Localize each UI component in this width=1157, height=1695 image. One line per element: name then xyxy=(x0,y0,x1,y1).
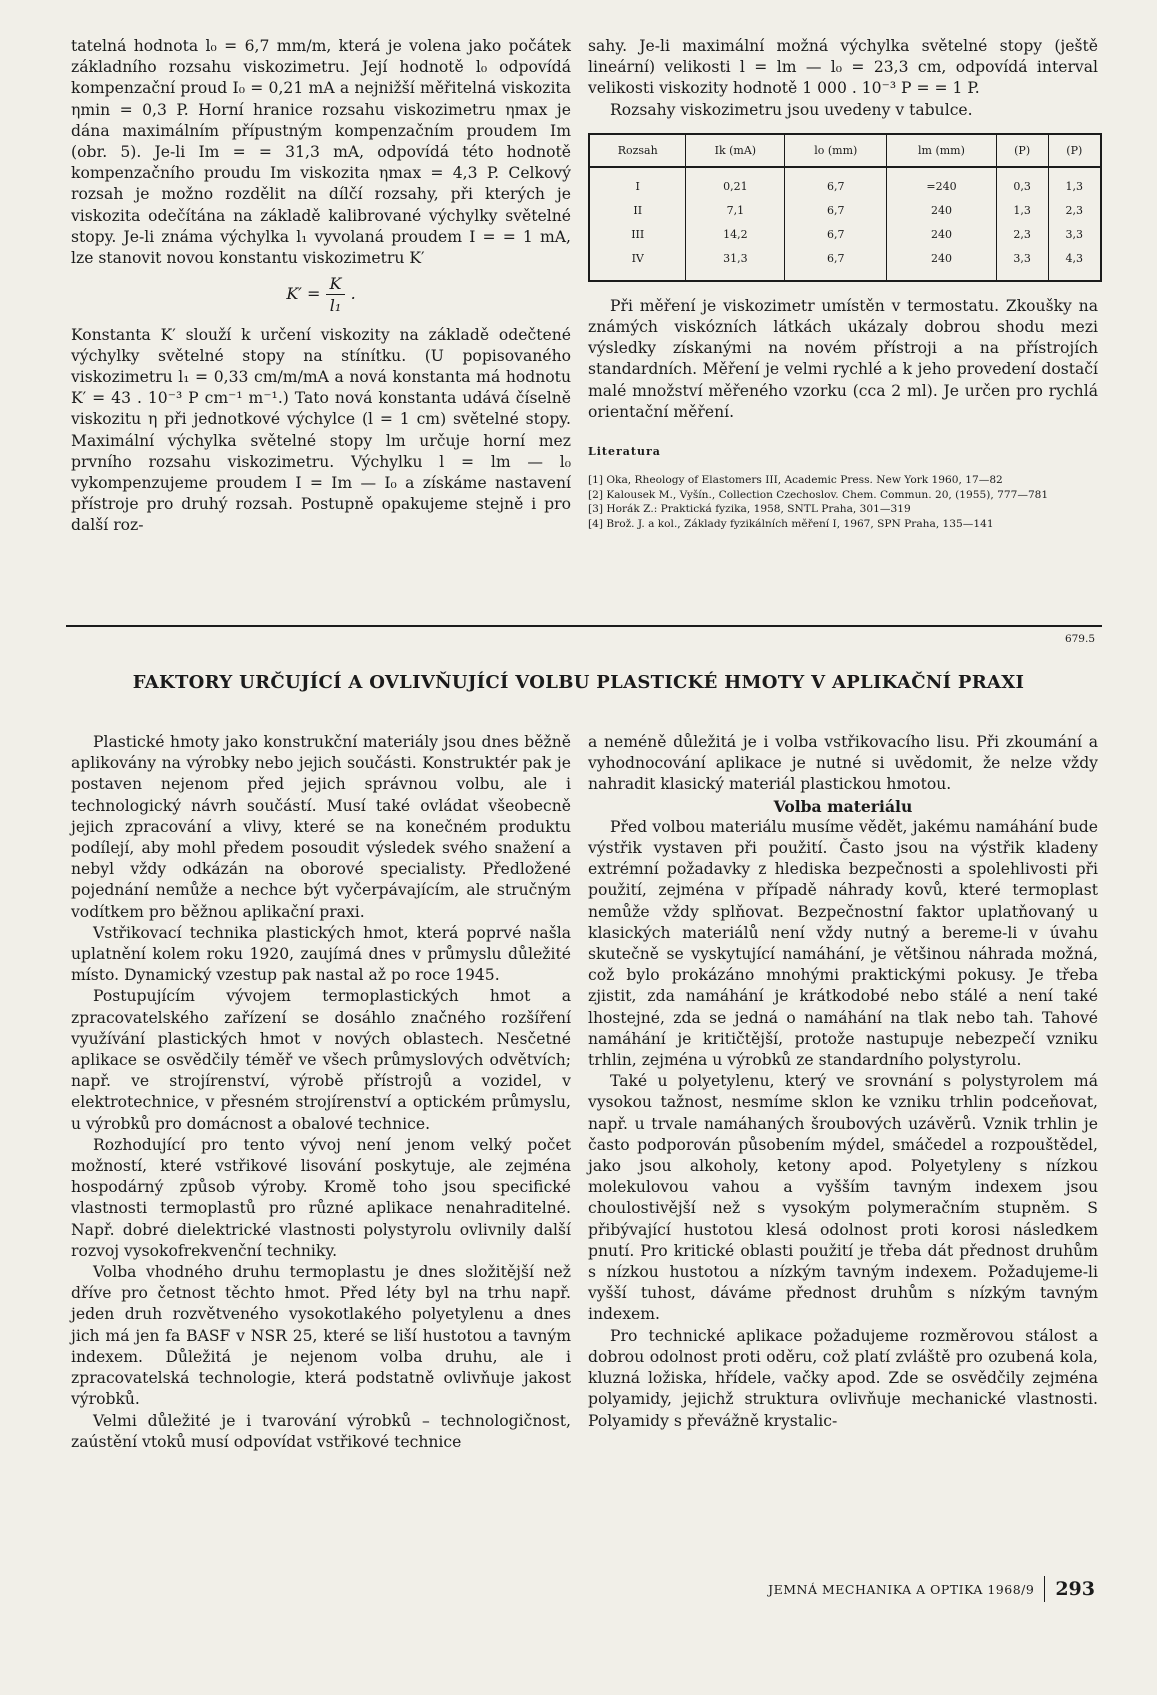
table-cell: 2,3 xyxy=(996,223,1048,247)
paragraph: Před volbou materiálu musíme vědět, jakému namáhání bude výstřik vystaven při použití. Často jsou na výstřik kladeny extrémní požadavky z hlediska bezpečnosti a spolehlivosti při použití, zejména v případě náhrady kovů, které termoplast nemůže vždy splňovat. Bezpečnostní faktor uplatňovaný u klasických materiálů není vždy nutný a bereme-li v úvahu skutečně se vyskytující namáhání, je většinou náhrada možná, což bylo prokázáno mnohými praktickými pokusy. Je třeba zjistit, zda namáhání je krátkodobé nebo stálé a není také lhostejné, zda se jedná o namáhání na tlak nebo tah. Tahové namáhání je kritičtější, protože nastupuje nebezpečí vzniku trhlin, zejména u výrobků ze standardního polystyrolu. xyxy=(588,817,1098,1070)
table-cell: I xyxy=(635,180,640,194)
top-right-column xyxy=(588,36,1098,532)
journal-name: JEMNÁ MECHANIKA A OPTIKA 1968/9 xyxy=(768,1581,1035,1597)
table-cell: 6,7 xyxy=(785,167,887,199)
paragraph: Plastické hmoty jako konstrukční materiály jsou dnes běžně aplikovány na výrobky nebo jejich součásti. Konstruktér pak je postaven nejenom před jejich správnou volbu, ale i technologický návrh součástí. Musí také ovládat všeobecně jejich zpracování a vlivy, které se na konečném produktu podílejí, aby mohl předem posoudit výsledek svého snažení a nebyl vždy odkázán na oborové specialisty. Předložené pojednání nemůže a nechce být vyčerpávajícím, ale stručným vodítkem pro běžnou aplikační praxi. xyxy=(71,733,571,921)
page-number: 293 xyxy=(1055,1578,1095,1600)
paragraph: Vstřikovací technika plastických hmot, která poprvé našla uplatnění kolem roku 1920, zaujímá dnes v průmyslu důležité místo. Dynamický vzestup pak nastal až po roce 1945. xyxy=(71,923,571,985)
paragraph: Volba vhodného druhu termoplastu je dnes složitější než dříve pro četnost těchto hmot. Před léty byl na trhu např. jeden druh rozvětveného vysokotlakého polyetylenu a dnes jich má jen fa BASF v NSR 25, které se liší hustotou a tavným indexem. Důležitá je nejenom volba druhu, ale i zpracovatelská technologie, která podstatně ovlivňuje jakost výrobků. xyxy=(71,1263,571,1409)
table-cell: 1,3 xyxy=(996,199,1048,223)
top-left-column xyxy=(71,36,571,537)
paragraph: sahy. Je-li maximální možná výchylka světelné stopy (ještě lineární) velikosti l = lm — l₀ = 23,3 cm, odpovídá interval velikosti viskozity hodnotě 1 000 . 10⁻³ P = = 1 P. xyxy=(588,37,1098,98)
literature-item: [4] Brož. J. a kol., Základy fyzikálních měření I, 1967, SPN Praha, 135—141 xyxy=(588,517,994,530)
formula-lhs: K′ = xyxy=(286,284,321,304)
table-cell: 3,3 xyxy=(1048,223,1101,247)
ranges-table xyxy=(588,133,1102,282)
table-cell: 3,3 xyxy=(996,247,1048,281)
formula-numerator: K xyxy=(326,273,346,295)
paragraph: Také u polyetylenu, který ve srovnání s polystyrolem má vysokou tažnost, nesmíme sklon ke vzniku trhlin podceňovat, např. u trvale namáhaných šroubových uzávěrů. Vznik trhlin je často podporován působením mýdel, smáčedel a rozpouštědel, jako jsou alkoholy, ketony apod. Polyetyleny s nízkou molekulovou vahou a vyšším tavným indexem jsou choulostivější než s vysokým polymeračním stupněm. S přibývající hustotou klesá odolnost proti korosi následkem pnutí. Pro kritické oblasti použití je třeba dát přednost druhům s nízkou hustotou a nízkým tavným indexem. Požadujeme-li vyšší tuhost, dáváme přednost druhům s nízkým tavným indexem. xyxy=(588,1072,1098,1324)
table-cell: =240 xyxy=(887,167,996,199)
table-cell: 6,7 xyxy=(785,247,887,281)
table-cell: 6,7 xyxy=(785,199,887,223)
section-divider xyxy=(66,625,1102,627)
table-cell: 240 xyxy=(887,199,996,223)
table-cell: 0,3 xyxy=(996,167,1048,199)
footer-separator xyxy=(1044,1576,1045,1602)
table-header-cell: Rozsah xyxy=(589,134,686,167)
table-header-row xyxy=(589,134,1101,167)
literature-heading: Literatura xyxy=(588,445,661,459)
table-cell: 4,3 xyxy=(1048,247,1101,281)
formula-denominator: l₁ xyxy=(329,296,342,316)
table-cell: IV xyxy=(631,252,644,266)
paragraph: Rozsahy viskozimetru jsou uvedeny v tabulce. xyxy=(610,100,973,119)
table-header-cell: lm (mm) xyxy=(887,134,996,167)
table-header-cell: Ik (mA) xyxy=(686,134,785,167)
paragraph: Pro technické aplikace požadujeme rozměrovou stálost a dobrou odolnost proti oděru, což platí zvláště pro ozubená kola, kluzná ložiska, hřídele, vačky apod. Zde se osvědčily zejména polyamidy, jejichž struktura ovlivňuje mechanické vlastnosti. Polyamidy s převážně krystalic- xyxy=(588,1326,1098,1430)
paragraph: Rozhodující pro tento vývoj není jenom velký počet možností, které vstřikové lisování poskytuje, ale zejména hospodárný způsob výroby. Kromě toho jsou specifické vlastnosti termoplastů pro různé aplikace nenahraditelné. Např. dobré dielektrické vlastnosti polystyrolu ovlivnily další rozvoj vysokofrekvenční techniky. xyxy=(71,1135,571,1260)
paragraph: tatelná hodnota l₀ = 6,7 mm/m, která je volena jako počátek základního rozsahu viskozimetru. Její hodnotě l₀ odpovídá kompenzační proud I₀ = 0,21 mA a nejnižší měřitelná viskozita ηmin = 0,3 P. Horní hranice rozsahu viskozimetru ηmax je dána maximálním přípustným kompenzačním proudem Im (obr. 5). Je-li Im = = 31,3 mA, odpovídá této hodnotě kompenzačního proudu Im viskozita ηmax = 4,3 P. Celkový rozsah je možno rozdělit na dílčí rozsahy, při kterých je viskozita odečítána na základě kalibrované výchylky světelné stopy. Je-li známa výchylka l₁ vyvolaná proudem I = = 1 mA, lze stanovit novou konstantu viskozimetru K′ xyxy=(71,37,571,268)
formula-end: . xyxy=(350,284,356,304)
section-subheading: Volba materiálu xyxy=(773,796,913,816)
paragraph: a neméně důležitá je i volba vstřikovacího lisu. Při zkoumání a vyhodnocování aplikace je nutné si uvědomit, že nelze vždy nahradit klasický materiál plastickou hmotou. xyxy=(588,733,1098,794)
table-cell: 2,3 xyxy=(1048,199,1101,223)
table-header-cell: (P) xyxy=(996,134,1048,167)
table-cell: 14,2 xyxy=(686,223,785,247)
table-cell: 7,1 xyxy=(686,199,785,223)
paragraph: Při měření je viskozimetr umístěn v termostatu. Zkoušky na známých viskózních látkách ukázaly dobrou shodu mezi výsledky získanými na novém přístroji a na přístrojích standardních. Měření je velmi rychlé a k jeho provedení dostačí malé množství měřeného vzorku (cca 2 ml). Je určen pro rychlá orientační měření. xyxy=(588,296,1098,421)
table-cell: 6,7 xyxy=(785,223,887,247)
bottom-right-column xyxy=(588,732,1098,1432)
table-row xyxy=(589,199,1101,223)
formula-k-prime xyxy=(71,273,571,316)
table-cell: 0,21 xyxy=(686,167,785,199)
table-row xyxy=(589,223,1101,247)
page-footer xyxy=(768,1576,1095,1602)
table-row xyxy=(589,167,1101,199)
literature-item: [1] Oka, Rheology of Elastomers III, Academic Press. New York 1960, 17—82 xyxy=(588,474,1003,487)
paragraph: Konstanta K′ slouží k určení viskozity na základě odečtené výchylky světelné stopy na stínítku. (U popisovaného viskozimetru l₁ = 0,33 cm/m/mA a nová konstanta má hodnotu K′ = 43 . 10⁻³ P cm⁻¹ m⁻¹.) Tato nová konstanta udává číselně viskozitu η při jednotkové výchylce (l = 1 cm) světelné stopy. Maximální výchylka světelné stopy lm určuje horní mez prvního rozsahu viskozimetru. Výchylku l = lm — l₀ vykompenzujeme proudem I = Im — I₀ a získáme nastavení přístroje pro druhý rozsah. Postupně opakujeme stejně i pro další roz- xyxy=(71,325,571,535)
paragraph: Postupujícím vývojem termoplastických hmot a zpracovatelského zařízení se dosáhlo značného rozšíření využívání plastických hmot v nových oblastech. Nesčetné aplikace se osvědčily téměř ve všech průmyslových odvětvích; např. ve strojírenství, výrobě přístrojů a vozidel, v elektrotechnice, v přesném strojírenství a optickém průmyslu, u výrobků pro domácnost a obalové technice. xyxy=(71,987,571,1133)
article-title: FAKTORY URČUJÍCÍ A OVLIVŇUJÍCÍ VOLBU PLASTICKÉ HMOTY V APLIKAČNÍ PRAXI xyxy=(132,672,1025,693)
classification-code: 679.5 xyxy=(1064,633,1095,645)
table-cell: 240 xyxy=(887,223,996,247)
literature-list xyxy=(588,474,1098,531)
table-cell: 240 xyxy=(887,247,996,281)
table-row xyxy=(589,247,1101,281)
table-cell: 31,3 xyxy=(686,247,785,281)
table-cell: III xyxy=(631,228,645,242)
literature-item: [2] Kalousek M., Vyšín., Collection Czechoslov. Chem. Commun. 20, (1955), 777—781 xyxy=(588,488,1049,501)
table-cell: II xyxy=(633,204,643,218)
formula-fraction xyxy=(326,273,346,316)
literature-item: [3] Horák Z.: Praktická fyzika, 1958, SNTL Praha, 301—319 xyxy=(588,503,911,516)
table-header-cell: lo (mm) xyxy=(785,134,887,167)
table-cell: 1,3 xyxy=(1048,167,1101,199)
table-header-cell: (P) xyxy=(1048,134,1101,167)
bottom-left-column xyxy=(71,732,571,1453)
paragraph: Velmi důležité je i tvarování výrobků – technologičnost, zaústění vtoků musí odpovídat vstřikové technice xyxy=(71,1411,571,1451)
